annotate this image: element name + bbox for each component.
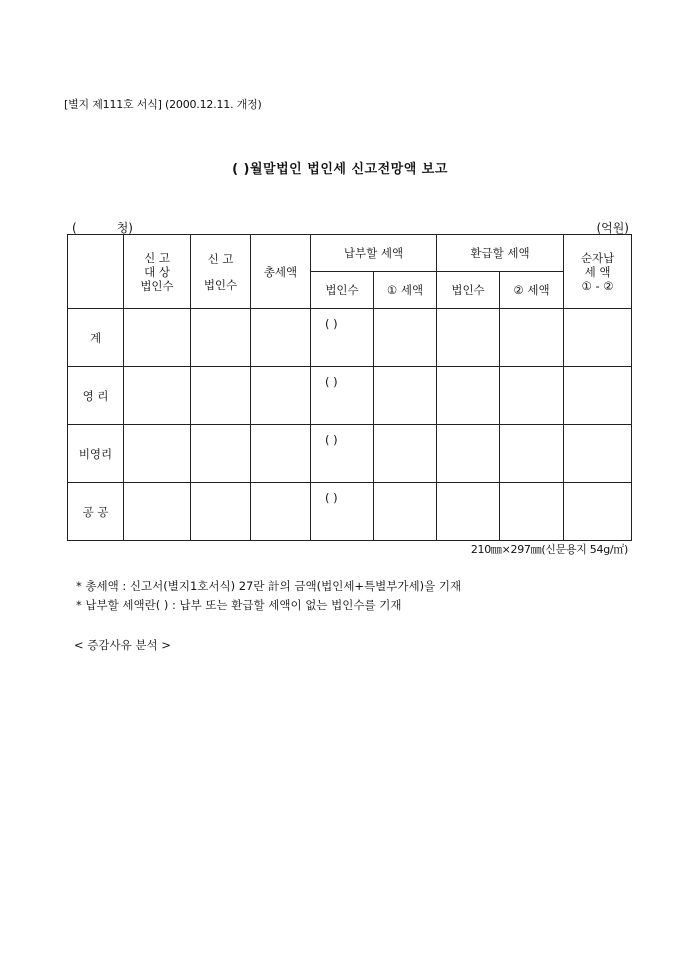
payable-none-paren: ( ) [325,374,338,389]
header-net-tax [564,235,632,309]
header-refund-tax: ② 세액 [500,272,564,309]
cell-refund-tax[interactable] [500,367,564,425]
header-target-count [124,235,191,309]
header-target-line1: 신 고 [144,250,170,265]
header-target-line3: 법인수 [140,278,174,293]
note-item: * 총세액 : 신고서(별지1호서식) 27란 計의 금액(법인세+특별부가세)을 기재 [76,579,462,593]
cell-total-tax[interactable] [251,425,311,483]
cell-refund-count[interactable] [437,425,500,483]
cell-refund-count[interactable] [437,483,500,541]
cell-refund-tax[interactable] [500,425,564,483]
header-total-tax: 총세액 [251,235,311,309]
unit-label: (억원) [596,221,629,235]
cell-payable-count[interactable] [311,309,374,367]
header-payable-group: 납부할 세액 [311,235,437,272]
header-net-line3: ① - ② [581,278,614,293]
cell-refund-tax[interactable] [500,309,564,367]
cell-net-tax[interactable] [564,367,632,425]
header-filed-line1: 신 고 [207,251,234,266]
cell-refund-tax[interactable] [500,483,564,541]
cell-payable-tax[interactable] [374,309,437,367]
form-number-label: [별지 제111호 서식] (2000.12.11. 개정) [64,98,262,111]
cell-total-tax[interactable] [251,309,311,367]
cell-payable-tax[interactable] [374,425,437,483]
office-open-paren: ( [72,221,77,235]
table-row-total [68,309,632,367]
header-refund-count: 법인수 [437,272,500,309]
payable-none-paren: ( ) [325,432,338,447]
cell-net-tax[interactable] [564,309,632,367]
row-label: 비영리 [68,425,124,483]
table-row-profit [68,367,632,425]
row-label: 계 [68,309,124,367]
header-refund-group: 환급할 세액 [437,235,564,272]
cell-target-count[interactable] [124,309,191,367]
cell-total-tax[interactable] [251,367,311,425]
analysis-heading: < 증감사유 분석 > [74,638,171,652]
note-item: * 납부할 세액란( ) : 납부 또는 환급할 세액이 없는 법인수를 기재 [76,598,402,612]
cell-filed-count[interactable] [191,309,251,367]
cell-net-tax[interactable] [564,483,632,541]
cell-target-count[interactable] [124,425,191,483]
office-suffix: 청) [116,221,133,235]
cell-payable-tax[interactable] [374,367,437,425]
header-corner-cell [68,235,124,309]
payable-none-paren: ( ) [325,490,338,505]
header-target-line2: 대 상 [144,264,170,279]
cell-refund-count[interactable] [437,367,500,425]
cell-net-tax[interactable] [564,425,632,483]
header-net-line1: 순자납 [580,250,615,265]
payable-none-paren: ( ) [325,316,338,331]
paper-spec: 210㎜×297㎜(신문용지 54g/㎡) [470,543,628,556]
table-row-nonprofit [68,425,632,483]
table-row-public [68,483,632,541]
page-title: ( )월말법인 법인세 신고전망액 보고 [232,162,448,177]
cell-target-count[interactable] [124,483,191,541]
cell-filed-count[interactable] [191,367,251,425]
row-label: 공 공 [68,483,124,541]
report-table [67,234,632,541]
header-payable-tax: ① 세액 [374,272,437,309]
cell-target-count[interactable] [124,367,191,425]
cell-filed-count[interactable] [191,425,251,483]
cell-filed-count[interactable] [191,483,251,541]
header-net-line2: 세 액 [584,264,611,279]
cell-payable-count[interactable] [311,483,374,541]
notes-list [76,577,461,615]
row-label: 영 리 [68,367,124,425]
cell-payable-tax[interactable] [374,483,437,541]
header-filed-count [191,235,251,309]
cell-payable-count[interactable] [311,367,374,425]
cell-total-tax[interactable] [251,483,311,541]
cell-payable-count[interactable] [311,425,374,483]
cell-refund-count[interactable] [437,309,500,367]
header-filed-line2: 법인수 [203,277,238,292]
header-payable-count: 법인수 [311,272,374,309]
